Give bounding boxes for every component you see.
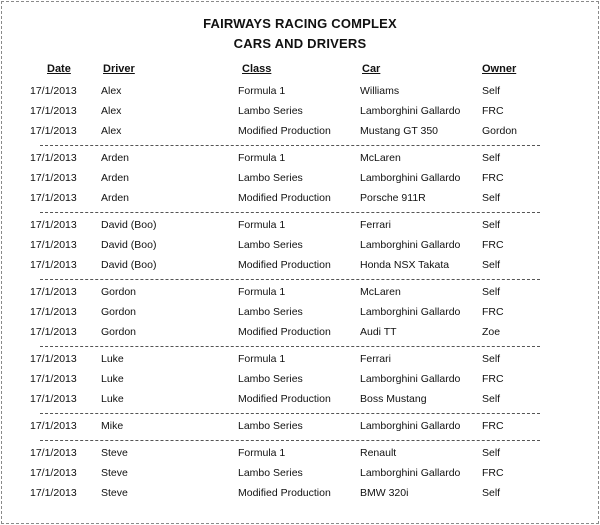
cell-owner: Self (482, 259, 501, 271)
header-date: Date (47, 63, 71, 75)
cell-owner: Self (482, 286, 501, 298)
report-subtitle: CARS AND DRIVERS (233, 36, 367, 51)
cell-driver: David (Boo) (101, 239, 157, 251)
cell-owner: Self (482, 353, 501, 365)
header-class: Class (242, 63, 272, 75)
cell-owner: Self (482, 393, 501, 405)
cell-class: Modified Production (238, 326, 331, 338)
cell-owner: FRC (482, 172, 504, 184)
cell-owner: FRC (482, 306, 504, 318)
cell-car: Porsche 911R (360, 192, 426, 204)
header-driver: Driver (103, 63, 135, 75)
cell-date: 17/1/2013 (30, 420, 77, 432)
cell-date: 17/1/2013 (30, 447, 77, 459)
cell-date: 17/1/2013 (30, 373, 77, 385)
cell-car: Renault (360, 447, 397, 459)
cell-car: Ferrari (360, 219, 391, 231)
cell-owner: Self (482, 152, 501, 164)
cell-car: Lamborghini Gallardo (360, 373, 461, 385)
table-row (0, 464, 600, 484)
cell-class: Lambo Series (238, 239, 303, 251)
driver-group (30, 440, 540, 507)
table-row (0, 417, 600, 437)
cell-driver: Arden (101, 192, 130, 204)
driver-group (30, 279, 540, 346)
cell-driver: Mike (101, 420, 124, 432)
cell-date: 17/1/2013 (30, 259, 77, 271)
cell-date: 17/1/2013 (30, 393, 77, 405)
cell-date: 17/1/2013 (30, 85, 77, 97)
cell-car: Honda NSX Takata (360, 259, 450, 271)
cell-class: Modified Production (238, 125, 331, 137)
cell-class: Lambo Series (238, 373, 303, 385)
driver-group (30, 413, 540, 440)
cell-driver: Steve (101, 467, 128, 479)
driver-group (30, 145, 540, 212)
driver-groups (0, 81, 600, 507)
table-row (0, 390, 600, 410)
cell-class: Modified Production (238, 487, 331, 499)
cell-owner: Self (482, 85, 501, 97)
cell-date: 17/1/2013 (30, 353, 77, 365)
cell-date: 17/1/2013 (30, 105, 77, 117)
cell-car: Lamborghini Gallardo (360, 420, 461, 432)
table-row (0, 102, 600, 122)
cell-car: McLaren (360, 152, 401, 164)
cell-car: Lamborghini Gallardo (360, 172, 461, 184)
cell-driver: Arden (101, 172, 130, 184)
cell-driver: Luke (101, 393, 124, 405)
table-row (0, 303, 600, 323)
table-row (0, 283, 600, 303)
cell-class: Modified Production (238, 259, 331, 271)
cell-driver: Steve (101, 487, 128, 499)
cell-owner: Gordon (482, 125, 518, 137)
cell-owner: Self (482, 219, 501, 231)
cell-class: Modified Production (238, 192, 331, 204)
cell-owner: FRC (482, 373, 504, 385)
table-row (0, 82, 600, 102)
cell-class: Formula 1 (238, 447, 286, 459)
cell-driver: Arden (101, 152, 130, 164)
table-row (0, 323, 600, 343)
cell-class: Lambo Series (238, 306, 303, 318)
table-row (0, 149, 600, 169)
driver-group (30, 346, 540, 413)
cell-car: Lamborghini Gallardo (360, 306, 461, 318)
cell-owner: FRC (482, 105, 504, 117)
table-row (0, 122, 600, 142)
cell-driver: Steve (101, 447, 128, 459)
driver-group (0, 81, 600, 145)
cell-class: Lambo Series (238, 172, 303, 184)
cell-class: Formula 1 (238, 286, 286, 298)
cell-date: 17/1/2013 (30, 467, 77, 479)
cell-car: Mustang GT 350 (360, 125, 439, 137)
cell-class: Lambo Series (238, 420, 303, 432)
cell-date: 17/1/2013 (30, 192, 77, 204)
cell-car: Audi TT (360, 326, 397, 338)
cell-driver: Luke (101, 373, 124, 385)
cell-owner: Self (482, 487, 501, 499)
cell-driver: David (Boo) (101, 259, 157, 271)
cell-class: Formula 1 (238, 152, 286, 164)
cell-owner: FRC (482, 420, 504, 432)
driver-group (30, 212, 540, 279)
header-owner: Owner (482, 63, 517, 75)
report-title: FAIRWAYS RACING COMPLEX (203, 16, 397, 31)
cell-date: 17/1/2013 (30, 219, 77, 231)
cell-owner: Zoe (482, 326, 501, 338)
cell-driver: Alex (101, 105, 122, 117)
cell-driver: Alex (101, 85, 122, 97)
column-headers (0, 63, 600, 79)
cell-car: Williams (360, 85, 400, 97)
cell-owner: Self (482, 192, 501, 204)
cell-car: McLaren (360, 286, 401, 298)
cell-car: Lamborghini Gallardo (360, 239, 461, 251)
cell-class: Modified Production (238, 393, 331, 405)
cell-driver: Gordon (101, 286, 137, 298)
cell-date: 17/1/2013 (30, 152, 77, 164)
cell-class: Lambo Series (238, 467, 303, 479)
table-row (0, 169, 600, 189)
cell-car: BMW 320i (360, 487, 409, 499)
table-row (0, 370, 600, 390)
table-row (0, 484, 600, 504)
cell-driver: David (Boo) (101, 219, 157, 231)
cell-car: Lamborghini Gallardo (360, 467, 461, 479)
cell-driver: Alex (101, 125, 122, 137)
cell-date: 17/1/2013 (30, 286, 77, 298)
cell-date: 17/1/2013 (30, 487, 77, 499)
cell-date: 17/1/2013 (30, 306, 77, 318)
table-row (0, 236, 600, 256)
cell-car: Ferrari (360, 353, 391, 365)
header-car: Car (362, 63, 381, 75)
cell-class: Formula 1 (238, 219, 286, 231)
cell-owner: FRC (482, 467, 504, 479)
table-row (0, 216, 600, 236)
cell-date: 17/1/2013 (30, 125, 77, 137)
cell-date: 17/1/2013 (30, 239, 77, 251)
cell-driver: Luke (101, 353, 124, 365)
table-row (0, 444, 600, 464)
cell-date: 17/1/2013 (30, 326, 77, 338)
table-row (0, 189, 600, 209)
cell-car: Lamborghini Gallardo (360, 105, 461, 117)
cell-car: Boss Mustang (360, 393, 427, 405)
table-row (0, 256, 600, 276)
cell-owner: Self (482, 447, 501, 459)
cell-owner: FRC (482, 239, 504, 251)
cell-class: Formula 1 (238, 353, 286, 365)
cell-class: Formula 1 (238, 85, 286, 97)
cell-driver: Gordon (101, 306, 137, 318)
cell-driver: Gordon (101, 326, 137, 338)
cell-class: Lambo Series (238, 105, 303, 117)
table-row (0, 350, 600, 370)
cell-date: 17/1/2013 (30, 172, 77, 184)
